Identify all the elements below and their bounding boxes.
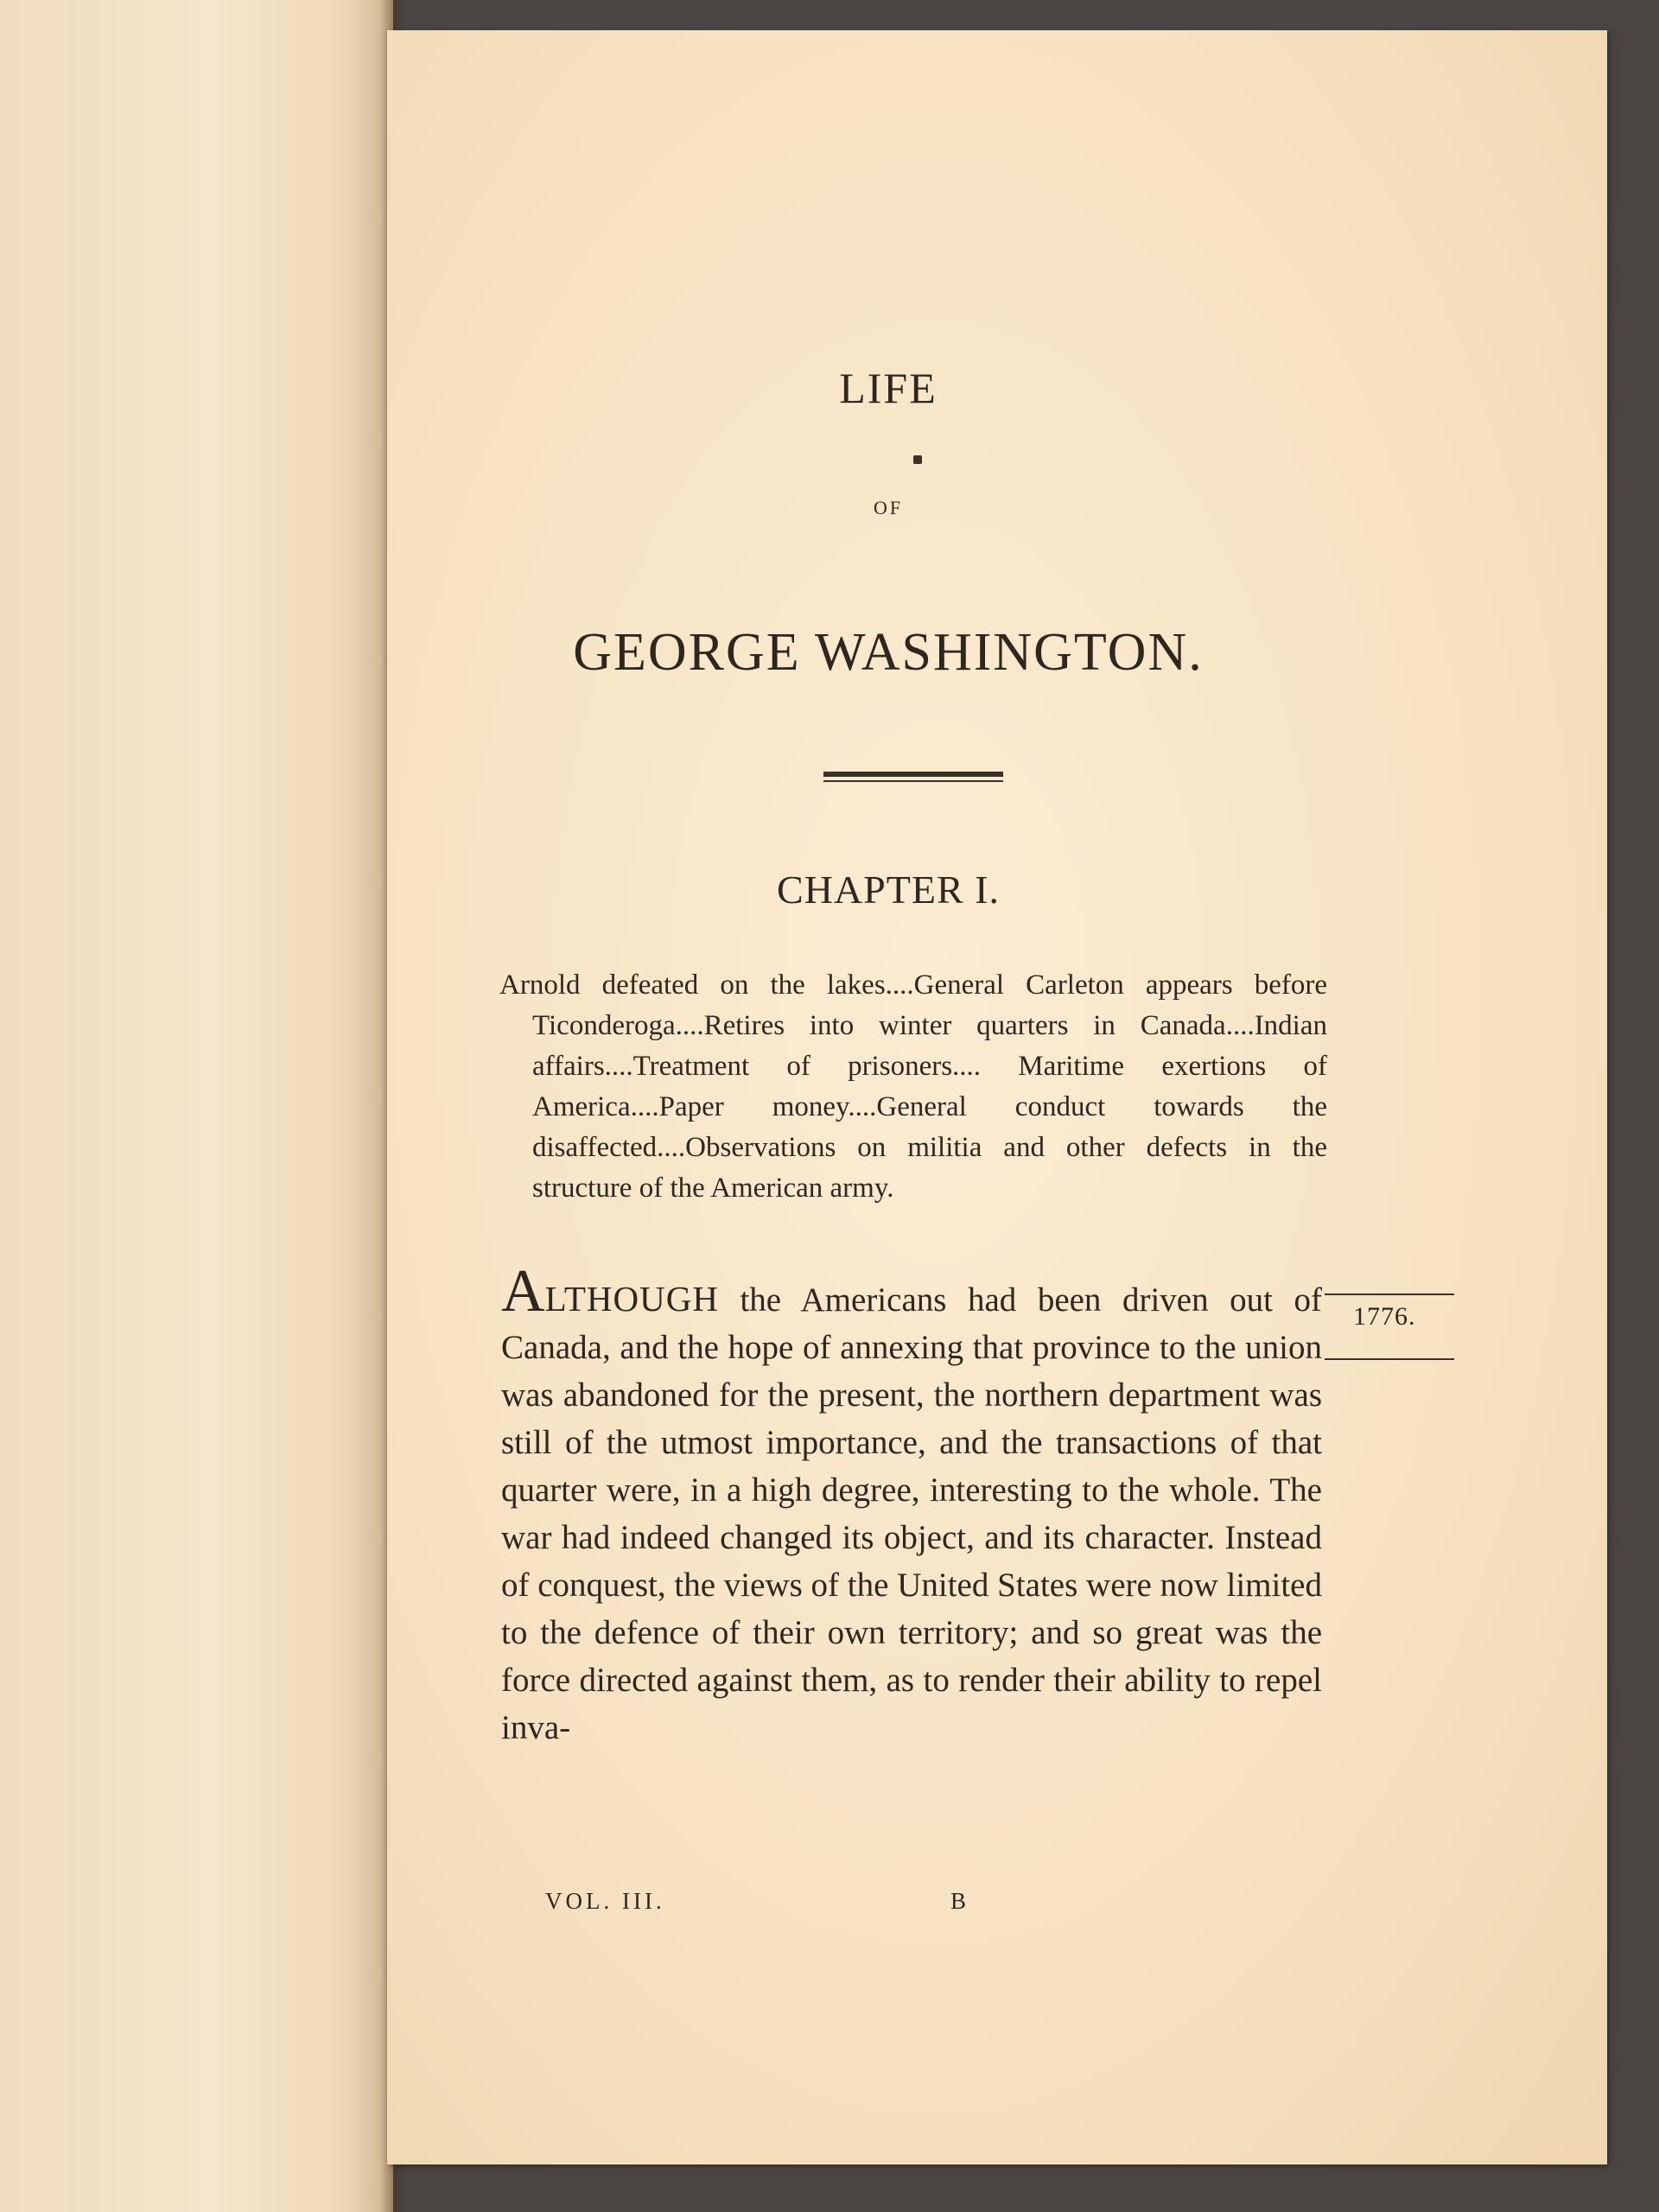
margin-rule-top xyxy=(1325,1294,1454,1295)
book-page xyxy=(387,30,1607,2164)
drop-cap: A xyxy=(501,1258,545,1325)
chapter-title: CHAPTER I. xyxy=(777,868,1000,912)
footer-volume: VOL. III. xyxy=(545,1888,665,1914)
lead-word: LTHOUGH xyxy=(544,1279,719,1319)
body-paragraph xyxy=(501,1258,1322,1751)
body-text: the Americans had been driven out of Canada, and the hope of annexing that province to the union was abandoned for the present, the northern department was still of the utmost importance, and the transactions of that quarter were, in a high degree, interesting to the whole. The war had indeed changed its object, and its character. Instead of conquest, the views of the United States were now limited to the defence of their own territory; and so great was the force directed against them, as to render their ability to repel inva- xyxy=(501,1281,1322,1746)
title-line-name: GEORGE WASHINGTON. xyxy=(573,623,1204,682)
decorative-rule-thin xyxy=(823,780,1003,782)
ornament-dot xyxy=(913,455,922,464)
footer-signature-mark: B xyxy=(950,1888,967,1914)
facing-blank-page xyxy=(0,0,393,2212)
title-line-life: LIFE xyxy=(839,364,938,412)
title-line-of: OF xyxy=(873,497,904,518)
margin-rule-bottom xyxy=(1325,1358,1454,1360)
chapter-summary: Arnold defeated on the lakes....General Carleton appears before Ticonderoga....Retires into winter quarters in Canada....Indian affairs....Treatment of prisoners.... Maritime exertions of America....Paper money....General conduct towards the disaffected....Observations on militia and other defects in the structure of the American army. xyxy=(499,969,1327,1204)
decorative-rule xyxy=(823,772,1003,777)
margin-year-note: 1776. xyxy=(1353,1302,1416,1331)
